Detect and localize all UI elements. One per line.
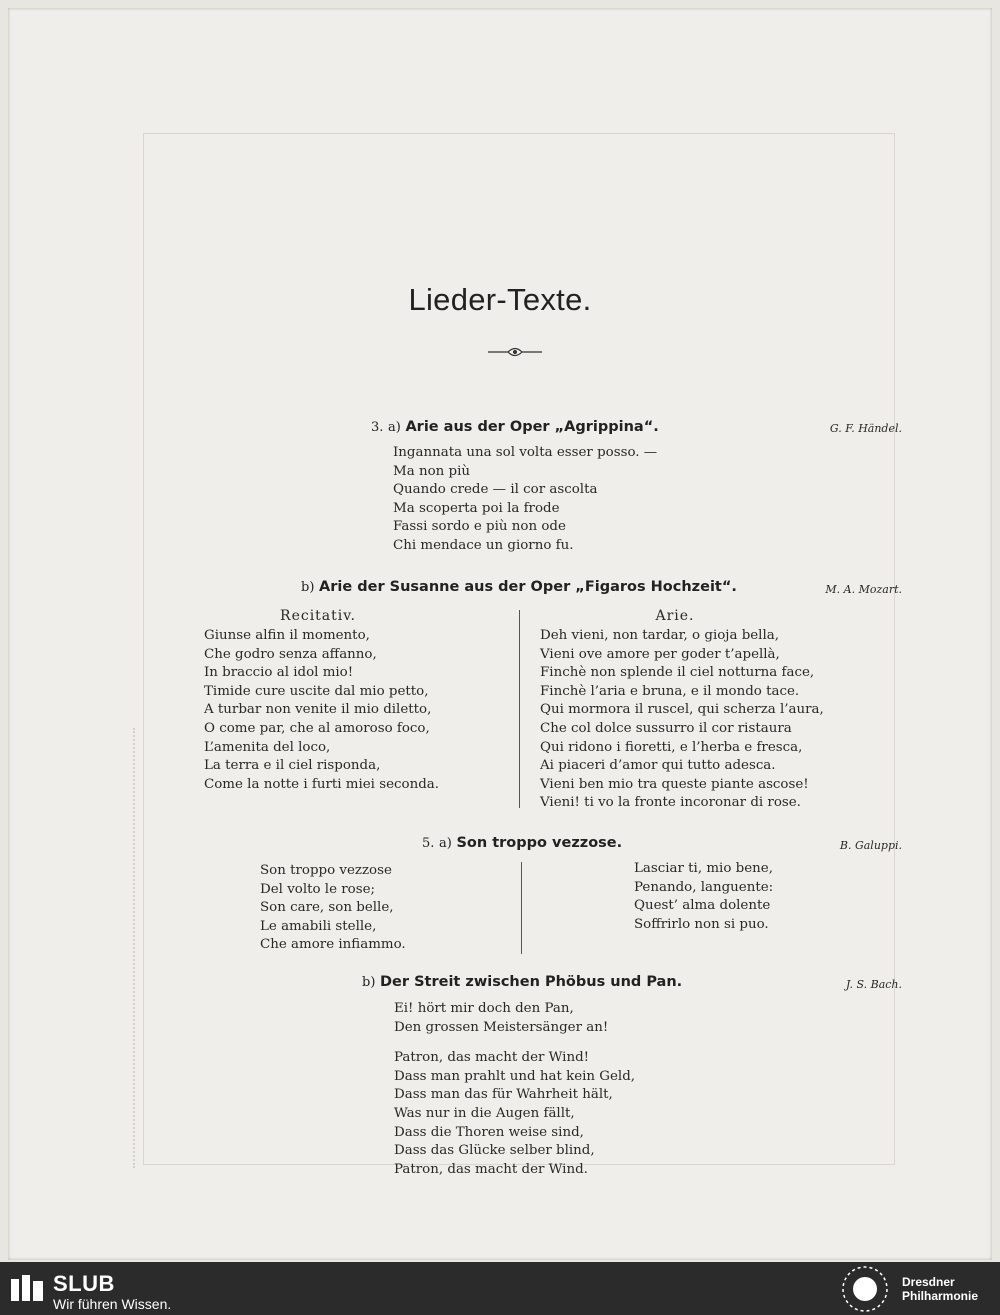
recitativ-text: Giunse alfin il momento, Che godro senza affanno, In braccio al idol mio! Timide cure uscite dal mio petto, A turbar non venite il mio diletto, O come par, che al amoroso foco, L’amenita del loco, La terra e il ciel risponda, Come la notte i furti miei seconda. xyxy=(204,628,440,792)
piece-3b-heading: b) Arie der Susanne aus der Oper „Figaros Hochzeit“. xyxy=(301,579,737,595)
piece-5b-text: Ei! hört mir doch den Pan, Den grossen Meistersänger an! Patron, das macht der Wind! Dass man prahlt und hat kein Geld, Dass man das für Wahrheit hält, Was nur in die Augen fällt, Dass die Thoren weise sind, Dass das Glücke selber blind, Patron, das macht der Wind. xyxy=(394,1001,636,1177)
piece-3a-composer: G. F. Händel. xyxy=(829,422,902,435)
piece-5a-right-text: Lasciar ti, mio bene, Penando, languente: Quest’ alma dolente Soffrirlo non si puo. xyxy=(634,861,774,932)
piece-5b-heading: b) Der Streit zwischen Phöbus und Pan. xyxy=(362,974,683,990)
title-divider-ornament xyxy=(486,345,544,359)
piece-5a-heading: 5. a) Son troppo vezzose. xyxy=(422,835,623,851)
column-divider-2 xyxy=(521,862,522,954)
piece-5b-composer: J. S. Bach. xyxy=(845,978,902,991)
page-title: Lieder-Texte. xyxy=(408,282,592,317)
column-divider xyxy=(519,610,520,808)
arie-heading: Arie. xyxy=(655,608,695,624)
piece-5a-left-text: Son troppo vezzose Del volto le rose; Son care, son belle, Le amabili stelle, Che amore infiammo. xyxy=(260,863,406,953)
piece-5a-composer: B. Galuppi. xyxy=(839,839,902,852)
philharmonie-name: Dresdner Philharmonie xyxy=(902,1275,979,1303)
slub-tagline: Wir führen Wissen. xyxy=(53,1296,172,1312)
recitativ-heading: Recitativ. xyxy=(280,608,356,624)
footer-bar xyxy=(0,1262,1000,1315)
piece-3a-heading: 3. a) Arie aus der Oper „Agrippina“. xyxy=(371,419,659,435)
slub-name: SLUB xyxy=(53,1271,115,1296)
bleed-through-ornament xyxy=(103,728,135,1168)
piece-3b-composer: M. A. Mozart. xyxy=(825,583,902,596)
philharmonie-logo-icon xyxy=(838,1265,892,1313)
piece-3a-text: Ingannata una sol volta esser posso. — Ma non più Quando crede — il cor ascolta Ma scoperta poi la frode Fassi sordo e più non ode Chi mendace un giorno fu. xyxy=(393,445,658,553)
arie-text: Deh vieni, non tardar, o gioja bella, Vieni ove amore per goder t’apellà, Finchè non splende il ciel notturna face, Finchè l’aria e bruna, e il mondo tace. Qui mormora il ruscel, qui scherza l’aura, Che col dolce sussurro il cor ristaura Qui ridono i fioretti, e l’herba e fresca, Ai piaceri d’amor qui tutto adesca. Vieni ben mio tra queste piante ascose! Vieni! ti vo la fronte incoronar di rose. xyxy=(540,628,824,811)
slub-logo-icon xyxy=(10,1273,46,1305)
